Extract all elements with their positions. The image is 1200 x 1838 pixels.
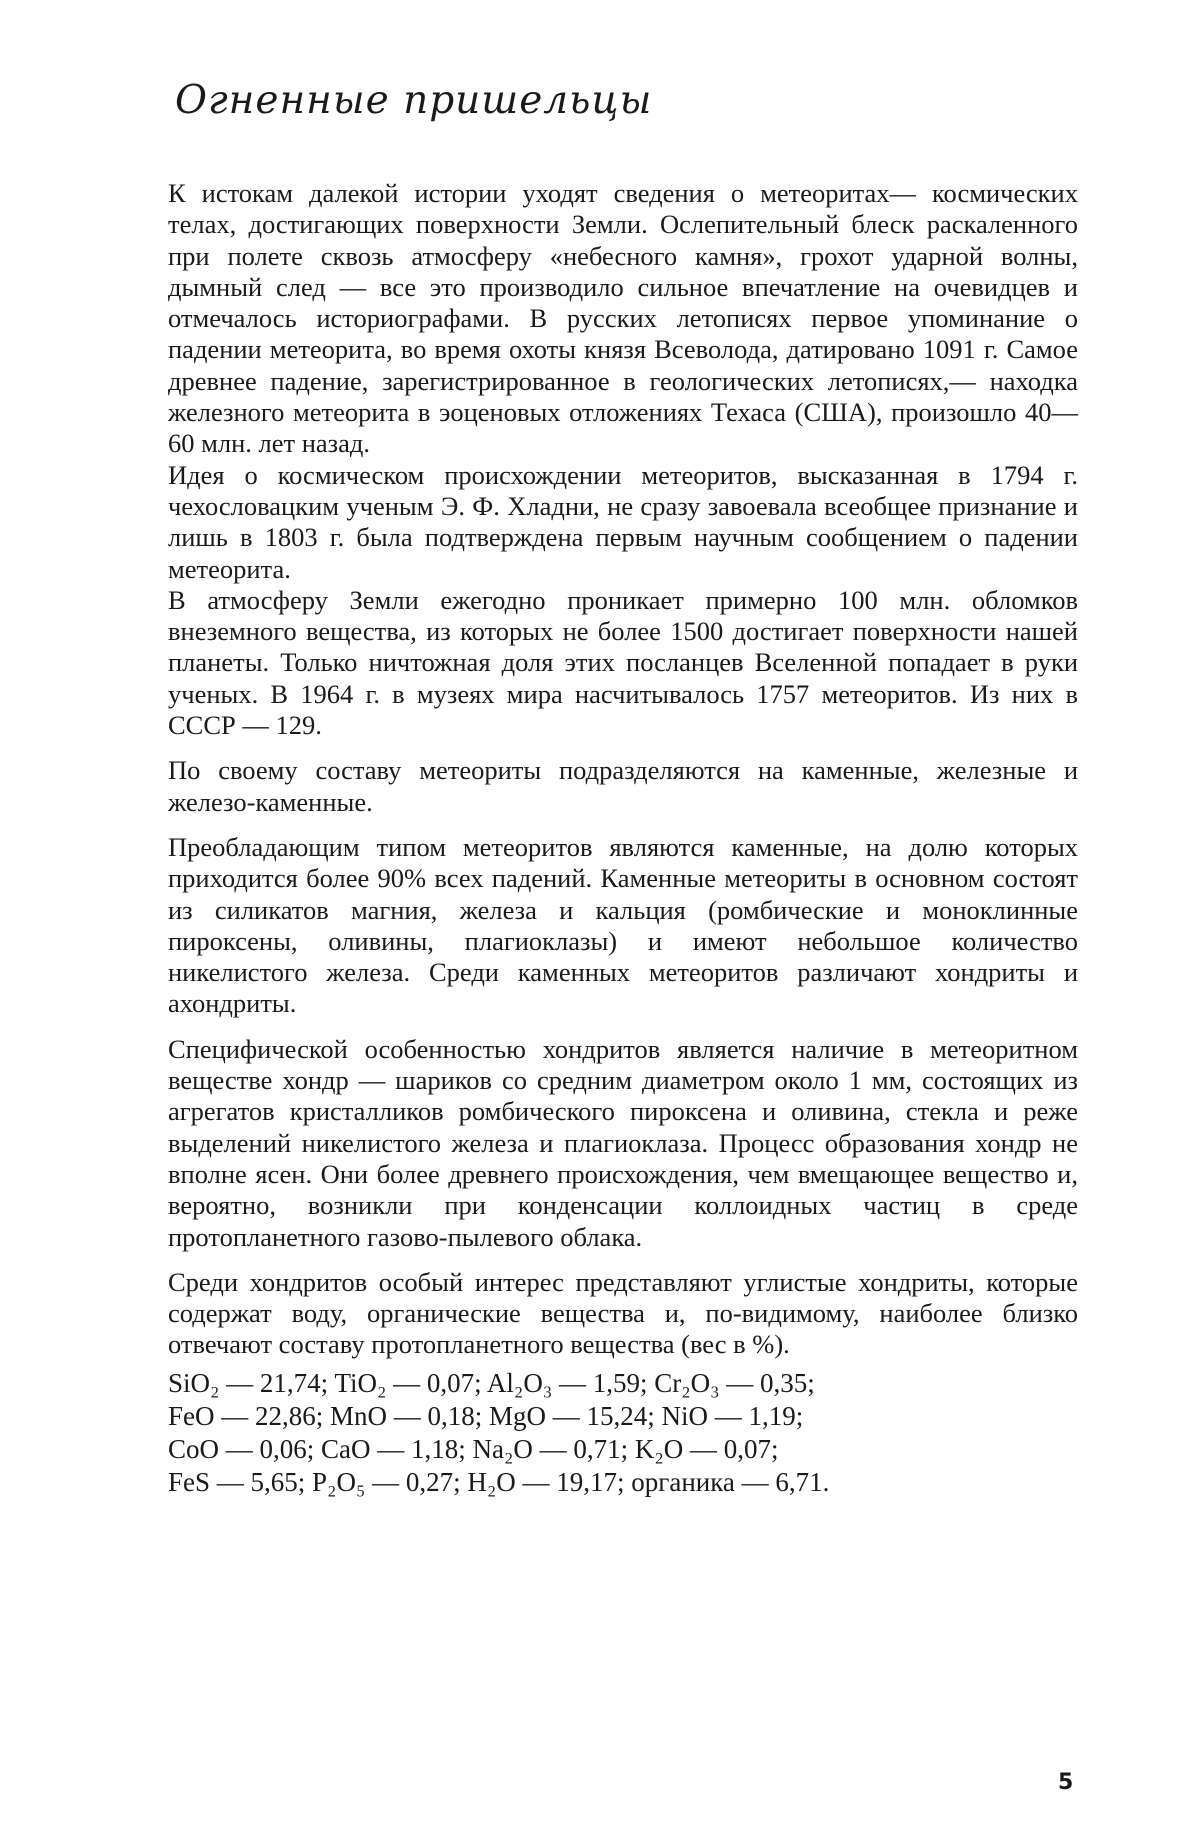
body-text bbox=[168, 178, 1078, 1499]
paragraph: Идея о космическом происхождении метеоритов, высказанная в 1794 г. чехословацким ученым Э. Ф. Хладни, не сразу завоевала всеобщее признание и лишь в 1803 г. была подтверждена первым научным сообщением о падении метеорита. bbox=[168, 459, 1078, 584]
paragraph: К истокам далекой истории уходят сведения о метеоритах— космических телах, достигающих поверхности Земли. Ослепительный блеск раскаленного при полете сквозь атмосферу «небесного камня», грохот ударной волны, дымный след — все это производило сильное впечатление на очевидцев и отмечалось историографами. В русских летописях первое упоминание о падении метеорита, во время охоты князя Всеволода, датировано 1091 г. Самое древнее падение, зарегистрированное в геологических летописях,— находка железного метеорита в эоценовых отложениях Техаса (США), произошло 40—60 млн. лет назад. bbox=[168, 178, 1078, 459]
section-heading: Огненные пришельцы bbox=[175, 78, 653, 123]
chemical-composition bbox=[168, 1367, 1078, 1499]
paragraph: Специфической особенностью хондритов является наличие в метеоритном веществе хондр — шариков со средним диаметром около 1 мм, состоящих из агрегатов кристалликов ромбического пироксена и оливина, стекла и реже выделений никелистого железа и плагиоклаза. Процесс образования хондр не вполне ясен. Они более древнего происхождения, чем вмещающее вещество и, вероятно, возникли при конденсации коллоидных частиц в среде протопланетного газово-пылевого облака. bbox=[168, 1033, 1078, 1252]
composition-row: SiO₂ — 21,74; TiO₂ — 0,07; Al₂O₃ — 1,59; Cr₂O₃ — 0,35; bbox=[168, 1367, 815, 1398]
paragraph: Среди хондритов особый интерес представляют углистые хондриты, которые содержат воду, органические вещества и, по-видимому, наиболее близко отвечают составу протопланетного вещества (вес в %). bbox=[168, 1266, 1078, 1360]
paragraph: Преобладающим типом метеоритов являются каменные, на долю которых приходится более 90% всех падений. Каменные метеориты в основном состоят из силикатов магния, железа и кальция (ромбические и моноклинные пироксены, оливины, плагиоклазы) и имеют небольшое количество никелистого железа. Среди каменных метеоритов различают хондриты и ахондриты. bbox=[168, 831, 1078, 1019]
composition-row: FeS — 5,65; P₂O₅ — 0,27; H₂O — 19,17; органика — 6,71. bbox=[168, 1466, 830, 1497]
composition-row: CoO — 0,06; CaO — 1,18; Na₂O — 0,71; K₂O — 0,07; bbox=[168, 1433, 779, 1464]
page-number: 5 bbox=[1058, 1770, 1074, 1795]
paragraph: В атмосферу Земли ежегодно проникает примерно 100 млн. обломков внеземного вещества, из которых не более 1500 достигает поверхности нашей планеты. Только ничтожная доля этих посланцев Вселенной попадает в руки ученых. В 1964 г. в музеях мира насчитывалось 1757 метеоритов. Из них в СССР — 129. bbox=[168, 584, 1078, 741]
composition-row: FeO — 22,86; MnO — 0,18; MgO — 15,24; NiO — 1,19; bbox=[168, 1400, 804, 1431]
paragraph: По своему составу метеориты подразделяются на каменные, железные и железо-каменные. bbox=[168, 755, 1078, 817]
